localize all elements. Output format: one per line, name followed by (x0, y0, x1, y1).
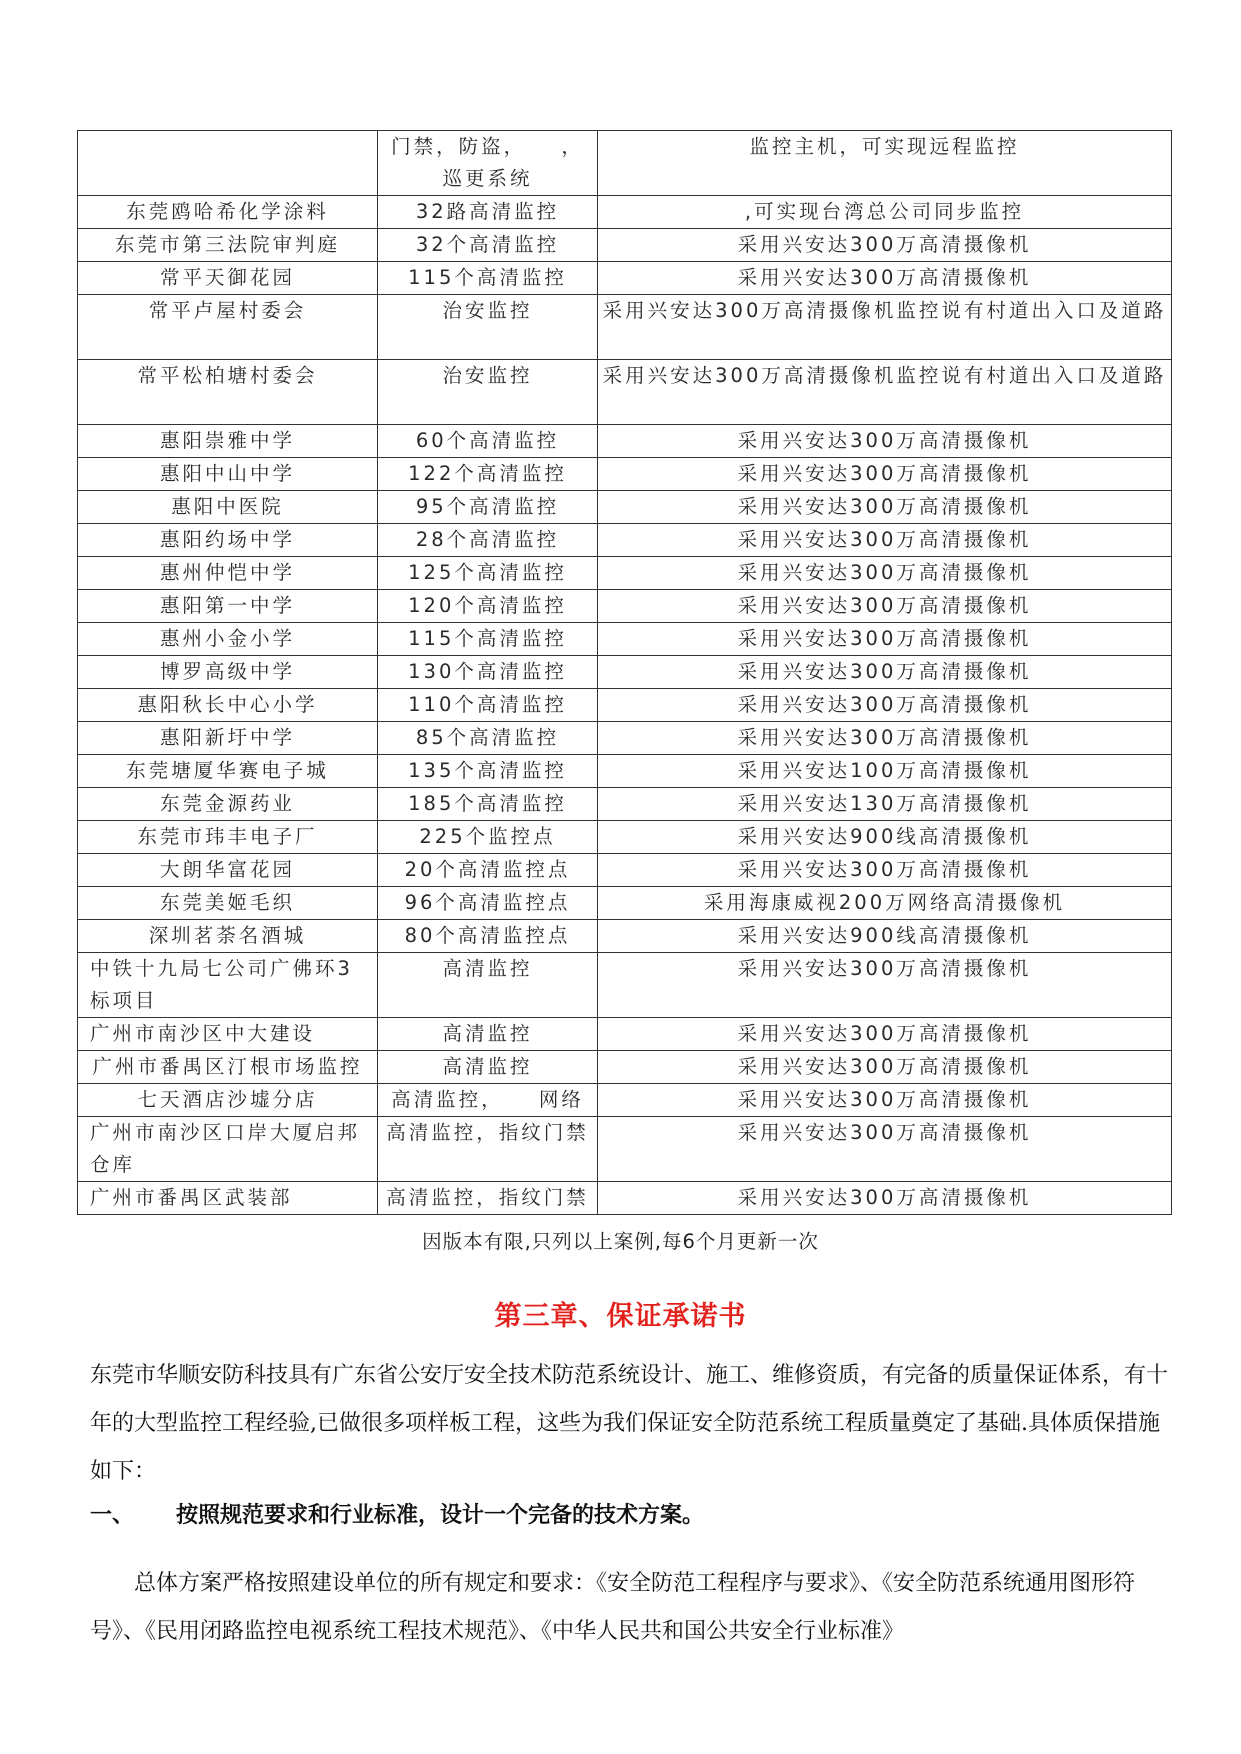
cell-note: 采用兴安达300万高清摄像机 (598, 854, 1172, 887)
cell-name: 东莞塘厦华赛电子城 (78, 755, 378, 788)
cell-system: 120个高清监控 (378, 590, 598, 623)
cell-note: 采用兴安达130万高清摄像机 (598, 788, 1172, 821)
cell-system: 122个高清监控 (378, 458, 598, 491)
cell-name: 东莞鸥哈希化学涂料 (78, 196, 378, 229)
cell-system: 225个监控点 (378, 821, 598, 854)
cell-note: 采用兴安达300万高清摄像机监控说有村道出入口及道路 (598, 295, 1172, 360)
cell-name: 东莞市玮丰电子厂 (78, 821, 378, 854)
cell-note: 采用兴安达300万高清摄像机 (598, 590, 1172, 623)
table-row (78, 656, 1172, 689)
table-row (78, 360, 1172, 425)
cell-system: 115个高清监控 (378, 623, 598, 656)
cell-system: 85个高清监控 (378, 722, 598, 755)
table-row (78, 722, 1172, 755)
cell-name: 七天酒店沙墟分店 (78, 1084, 378, 1117)
table-row (78, 788, 1172, 821)
cell-name: 东莞金源药业 (78, 788, 378, 821)
table-row (78, 854, 1172, 887)
table-row (78, 425, 1172, 458)
cell-system: 高清监控 (378, 1018, 598, 1051)
cell-system: 115个高清监控 (378, 262, 598, 295)
body-paragraph: 总体方案严格按照建设单位的所有规定和要求：《安全防范工程程序与要求》、《安全防范系统通用图形符号》、《民用闭路监控电视系统工程技术规范》、《中华人民共和国公共安全行业标准》 (90, 1571, 1136, 1644)
cell-system: 135个高清监控 (378, 755, 598, 788)
cell-name: 东莞市第三法院审判庭 (78, 229, 378, 262)
chapter-title: 第三章、保证承诺书 (494, 1301, 747, 1332)
cell-name: 惠阳中医院 (78, 491, 378, 524)
cell-name: 惠阳中山中学 (78, 458, 378, 491)
table-row (78, 491, 1172, 524)
cell-system: 28个高清监控 (378, 524, 598, 557)
cell-name: 东莞美姬毛织 (78, 887, 378, 920)
cell-name: 深圳茗荼名酒城 (78, 920, 378, 953)
cell-note: 采用兴安达300万高清摄像机 (598, 656, 1172, 689)
cell-note: 采用兴安达300万高清摄像机 (598, 1051, 1172, 1084)
cell-name: 惠阳新圩中学 (78, 722, 378, 755)
cell-note: ,可实现台湾总公司同步监控 (598, 196, 1172, 229)
table-row (78, 1182, 1172, 1215)
table-row (78, 755, 1172, 788)
cell-system: 高清监控， 网络 (378, 1084, 598, 1117)
cell-name: 中铁十九局七公司广佛环3标项目 (78, 953, 378, 1018)
cell-name: 广州市南沙区中大建设 (78, 1018, 378, 1051)
cell-system: 130个高清监控 (378, 656, 598, 689)
cell-note: 采用兴安达300万高清摄像机 (598, 1018, 1172, 1051)
cell-note: 采用兴安达300万高清摄像机 (598, 262, 1172, 295)
cell-name: 惠州仲恺中学 (78, 557, 378, 590)
cell-note: 采用兴安达100万高清摄像机 (598, 755, 1172, 788)
cell-note: 采用兴安达300万高清摄像机 (598, 524, 1172, 557)
table-row (78, 458, 1172, 491)
cell-name: 惠阳崇雅中学 (78, 425, 378, 458)
cell-system: 门禁，防盗， ，巡更系统 (378, 131, 598, 196)
cell-system: 高清监控，指纹门禁 (378, 1182, 598, 1215)
cell-system: 60个高清监控 (378, 425, 598, 458)
cell-name: 常平松柏塘村委会 (78, 360, 378, 425)
cell-system: 高清监控 (378, 953, 598, 1018)
cell-note: 采用兴安达900线高清摄像机 (598, 821, 1172, 854)
cell-system: 20个高清监控点 (378, 854, 598, 887)
cell-note: 采用兴安达300万高清摄像机 (598, 1084, 1172, 1117)
cell-name: 惠阳第一中学 (78, 590, 378, 623)
cell-note: 采用兴安达300万高清摄像机 (598, 1117, 1172, 1182)
cell-system: 32路高清监控 (378, 196, 598, 229)
cell-name: 惠州小金小学 (78, 623, 378, 656)
table-row (78, 953, 1172, 1018)
cell-system: 32个高清监控 (378, 229, 598, 262)
cell-system: 95个高清监控 (378, 491, 598, 524)
cell-note: 采用兴安达300万高清摄像机 (598, 722, 1172, 755)
cell-name: 广州市番禺区武装部 (78, 1182, 378, 1215)
cell-name: 广州市南沙区口岸大厦启邦仓库 (78, 1117, 378, 1182)
table-row (78, 196, 1172, 229)
cell-system: 高清监控，指纹门禁 (378, 1117, 598, 1182)
cell-note: 采用兴安达300万高清摄像机 (598, 1182, 1172, 1215)
cell-note: 采用兴安达300万高清摄像机监控说有村道出入口及道路 (598, 360, 1172, 425)
cell-name: 常平卢屋村委会 (78, 295, 378, 360)
table-row (78, 689, 1172, 722)
cell-system: 治安监控 (378, 360, 598, 425)
cell-note: 采用兴安达300万高清摄像机 (598, 689, 1172, 722)
table-row (78, 623, 1172, 656)
table-row (78, 920, 1172, 953)
table-row (78, 887, 1172, 920)
cell-system: 96个高清监控点 (378, 887, 598, 920)
cell-system: 185个高清监控 (378, 788, 598, 821)
table-row (78, 1117, 1172, 1182)
table-row (78, 262, 1172, 295)
table-row (78, 1051, 1172, 1084)
section-heading (90, 1498, 1175, 1529)
cell-note: 采用兴安达300万高清摄像机 (598, 425, 1172, 458)
cell-name: 惠阳约场中学 (78, 524, 378, 557)
cell-name: 常平天御花园 (78, 262, 378, 295)
cell-system: 治安监控 (378, 295, 598, 360)
cell-name (78, 131, 378, 196)
cell-note: 采用兴安达900线高清摄像机 (598, 920, 1172, 953)
cell-system: 125个高清监控 (378, 557, 598, 590)
table-row (78, 524, 1172, 557)
section-title: 按照规范要求和行业标准，设计一个完备的技术方案。 (176, 1502, 705, 1528)
table-row (78, 295, 1172, 360)
table-row (78, 557, 1172, 590)
table-row (78, 590, 1172, 623)
section-number: 一、 (90, 1502, 135, 1528)
table-row (78, 1084, 1172, 1117)
cell-note: 采用兴安达300万高清摄像机 (598, 557, 1172, 590)
cell-name: 惠阳秋长中心小学 (78, 689, 378, 722)
table-row (78, 1018, 1172, 1051)
cell-note: 采用兴安达300万高清摄像机 (598, 229, 1172, 262)
cell-name: 博罗高级中学 (78, 656, 378, 689)
update-note: 因版本有限,只列以上案例,每6个月更新一次 (422, 1230, 819, 1253)
cell-note: 采用海康威视200万网络高清摄像机 (598, 887, 1172, 920)
table-row (78, 821, 1172, 854)
cell-note: 采用兴安达300万高清摄像机 (598, 953, 1172, 1018)
table-row (78, 131, 1172, 196)
cell-system: 110个高清监控 (378, 689, 598, 722)
cell-system: 高清监控 (378, 1051, 598, 1084)
cell-note: 采用兴安达300万高清摄像机 (598, 491, 1172, 524)
intro-paragraph: 东莞市华顺安防科技具有广东省公安厅安全技术防范系统设计、施工、维修资质，有完备的质量保证体系，有十年的大型监控工程经验,已做很多项样板工程，这些为我们保证安全防范系统工程质量奠定了基础.具体质保措施如下： (90, 1363, 1169, 1484)
cell-note: 采用兴安达300万高清摄像机 (598, 623, 1172, 656)
cell-name: 广州市番禺区汀根市场监控 (78, 1051, 378, 1084)
case-table (77, 130, 1172, 1215)
cell-name: 大朗华富花园 (78, 854, 378, 887)
cell-system: 80个高清监控点 (378, 920, 598, 953)
case-table-body (78, 131, 1172, 1215)
cell-note: 监控主机，可实现远程监控 (598, 131, 1172, 196)
table-row (78, 229, 1172, 262)
cell-note: 采用兴安达300万高清摄像机 (598, 458, 1172, 491)
